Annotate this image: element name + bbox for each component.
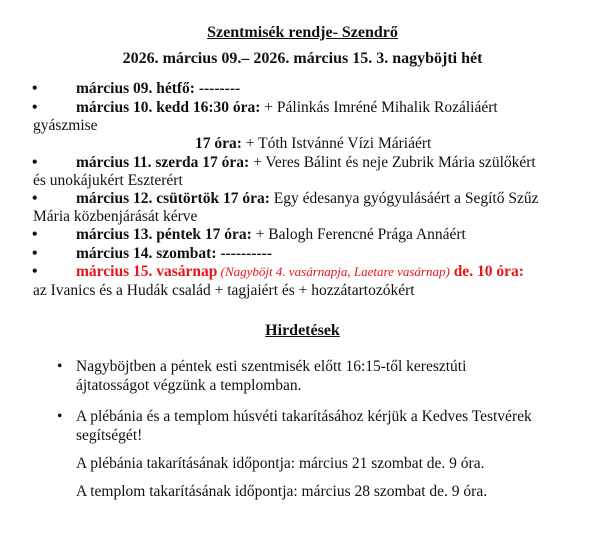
schedule-text: Egy édesanya gyógyulásáért a Segítő Szűz xyxy=(269,190,539,207)
announcement-line: A plébánia és a templom húsvéti takarításához kérjük a Kedves Testvérek xyxy=(76,408,532,425)
schedule-extra xyxy=(195,135,431,153)
bullet-icon: • xyxy=(32,154,38,171)
schedule-text: + Veres Bálint és neje Zubrik Mária szülőkért xyxy=(249,154,536,171)
schedule-note: (Nagyböjt 4. vasárnapja, Laetare vasárnap) xyxy=(217,264,450,279)
schedule-day: március 10. kedd 16:30 óra: xyxy=(76,99,261,116)
announcement-line: segítségét! xyxy=(76,427,143,444)
announcement-line: ájtatosságot végzünk a templomban. xyxy=(76,377,302,394)
announcement-detail: A templom takarításának időpontja: március 28 szombat de. 9 óra. xyxy=(76,483,488,500)
bullet-icon: • xyxy=(32,99,38,116)
schedule-day: március 14. szombat: xyxy=(76,245,217,262)
schedule-extra-text: + Tóth Istvánné Vízi Máriáért xyxy=(241,135,432,152)
schedule-text: + Pálinkás Imréné Mihalik Rozáliáért xyxy=(260,99,498,116)
announcements-heading: Hirdetések xyxy=(265,322,340,339)
schedule-text: + Balogh Ferencné Prága Annáért xyxy=(251,226,466,243)
bullet-icon: • xyxy=(32,245,38,262)
schedule-continuation: az Ivanics és a Hudák család + tagjaiért és + hozzátartozókért xyxy=(33,282,415,299)
schedule-day: március 11. szerda 17 óra: xyxy=(76,154,250,171)
schedule-day: március 09. hétfő: xyxy=(76,80,195,97)
bullet-icon: • xyxy=(32,80,38,97)
schedule-day: március 15. vasárnap xyxy=(76,263,218,280)
bullet-icon: • xyxy=(32,263,38,280)
schedule-text: -------- xyxy=(194,80,241,97)
schedule-time: de. 10 óra: xyxy=(449,263,524,280)
schedule-extra-time: 17 óra: xyxy=(195,135,242,152)
bullet-icon: • xyxy=(57,408,63,425)
schedule-day: március 12. csütörtök 17 óra: xyxy=(76,190,270,207)
schedule-text: ---------- xyxy=(216,245,272,262)
schedule-day: március 13. péntek 17 óra: xyxy=(76,226,252,243)
bullet-icon: • xyxy=(32,226,38,243)
week-subtitle: 2026. március 09.– 2026. március 15. 3. nagyböjti hét xyxy=(122,50,483,67)
schedule-continuation: gyászmise xyxy=(33,117,98,134)
page-title: Szentmisék rendje- Szendrő xyxy=(207,24,398,41)
schedule-continuation: és unokájukért Eszterért xyxy=(33,172,183,189)
bullet-icon: • xyxy=(32,190,38,207)
announcement-detail: A plébánia takarításának időpontja: március 21 szombat de. 9 óra. xyxy=(76,455,485,472)
bullet-icon: • xyxy=(57,358,63,375)
announcement-line: Nagyböjtben a péntek esti szentmisék előtt 16:15-től keresztúti xyxy=(76,358,467,375)
schedule-continuation: Mária közbenjárását kérve xyxy=(33,208,198,225)
